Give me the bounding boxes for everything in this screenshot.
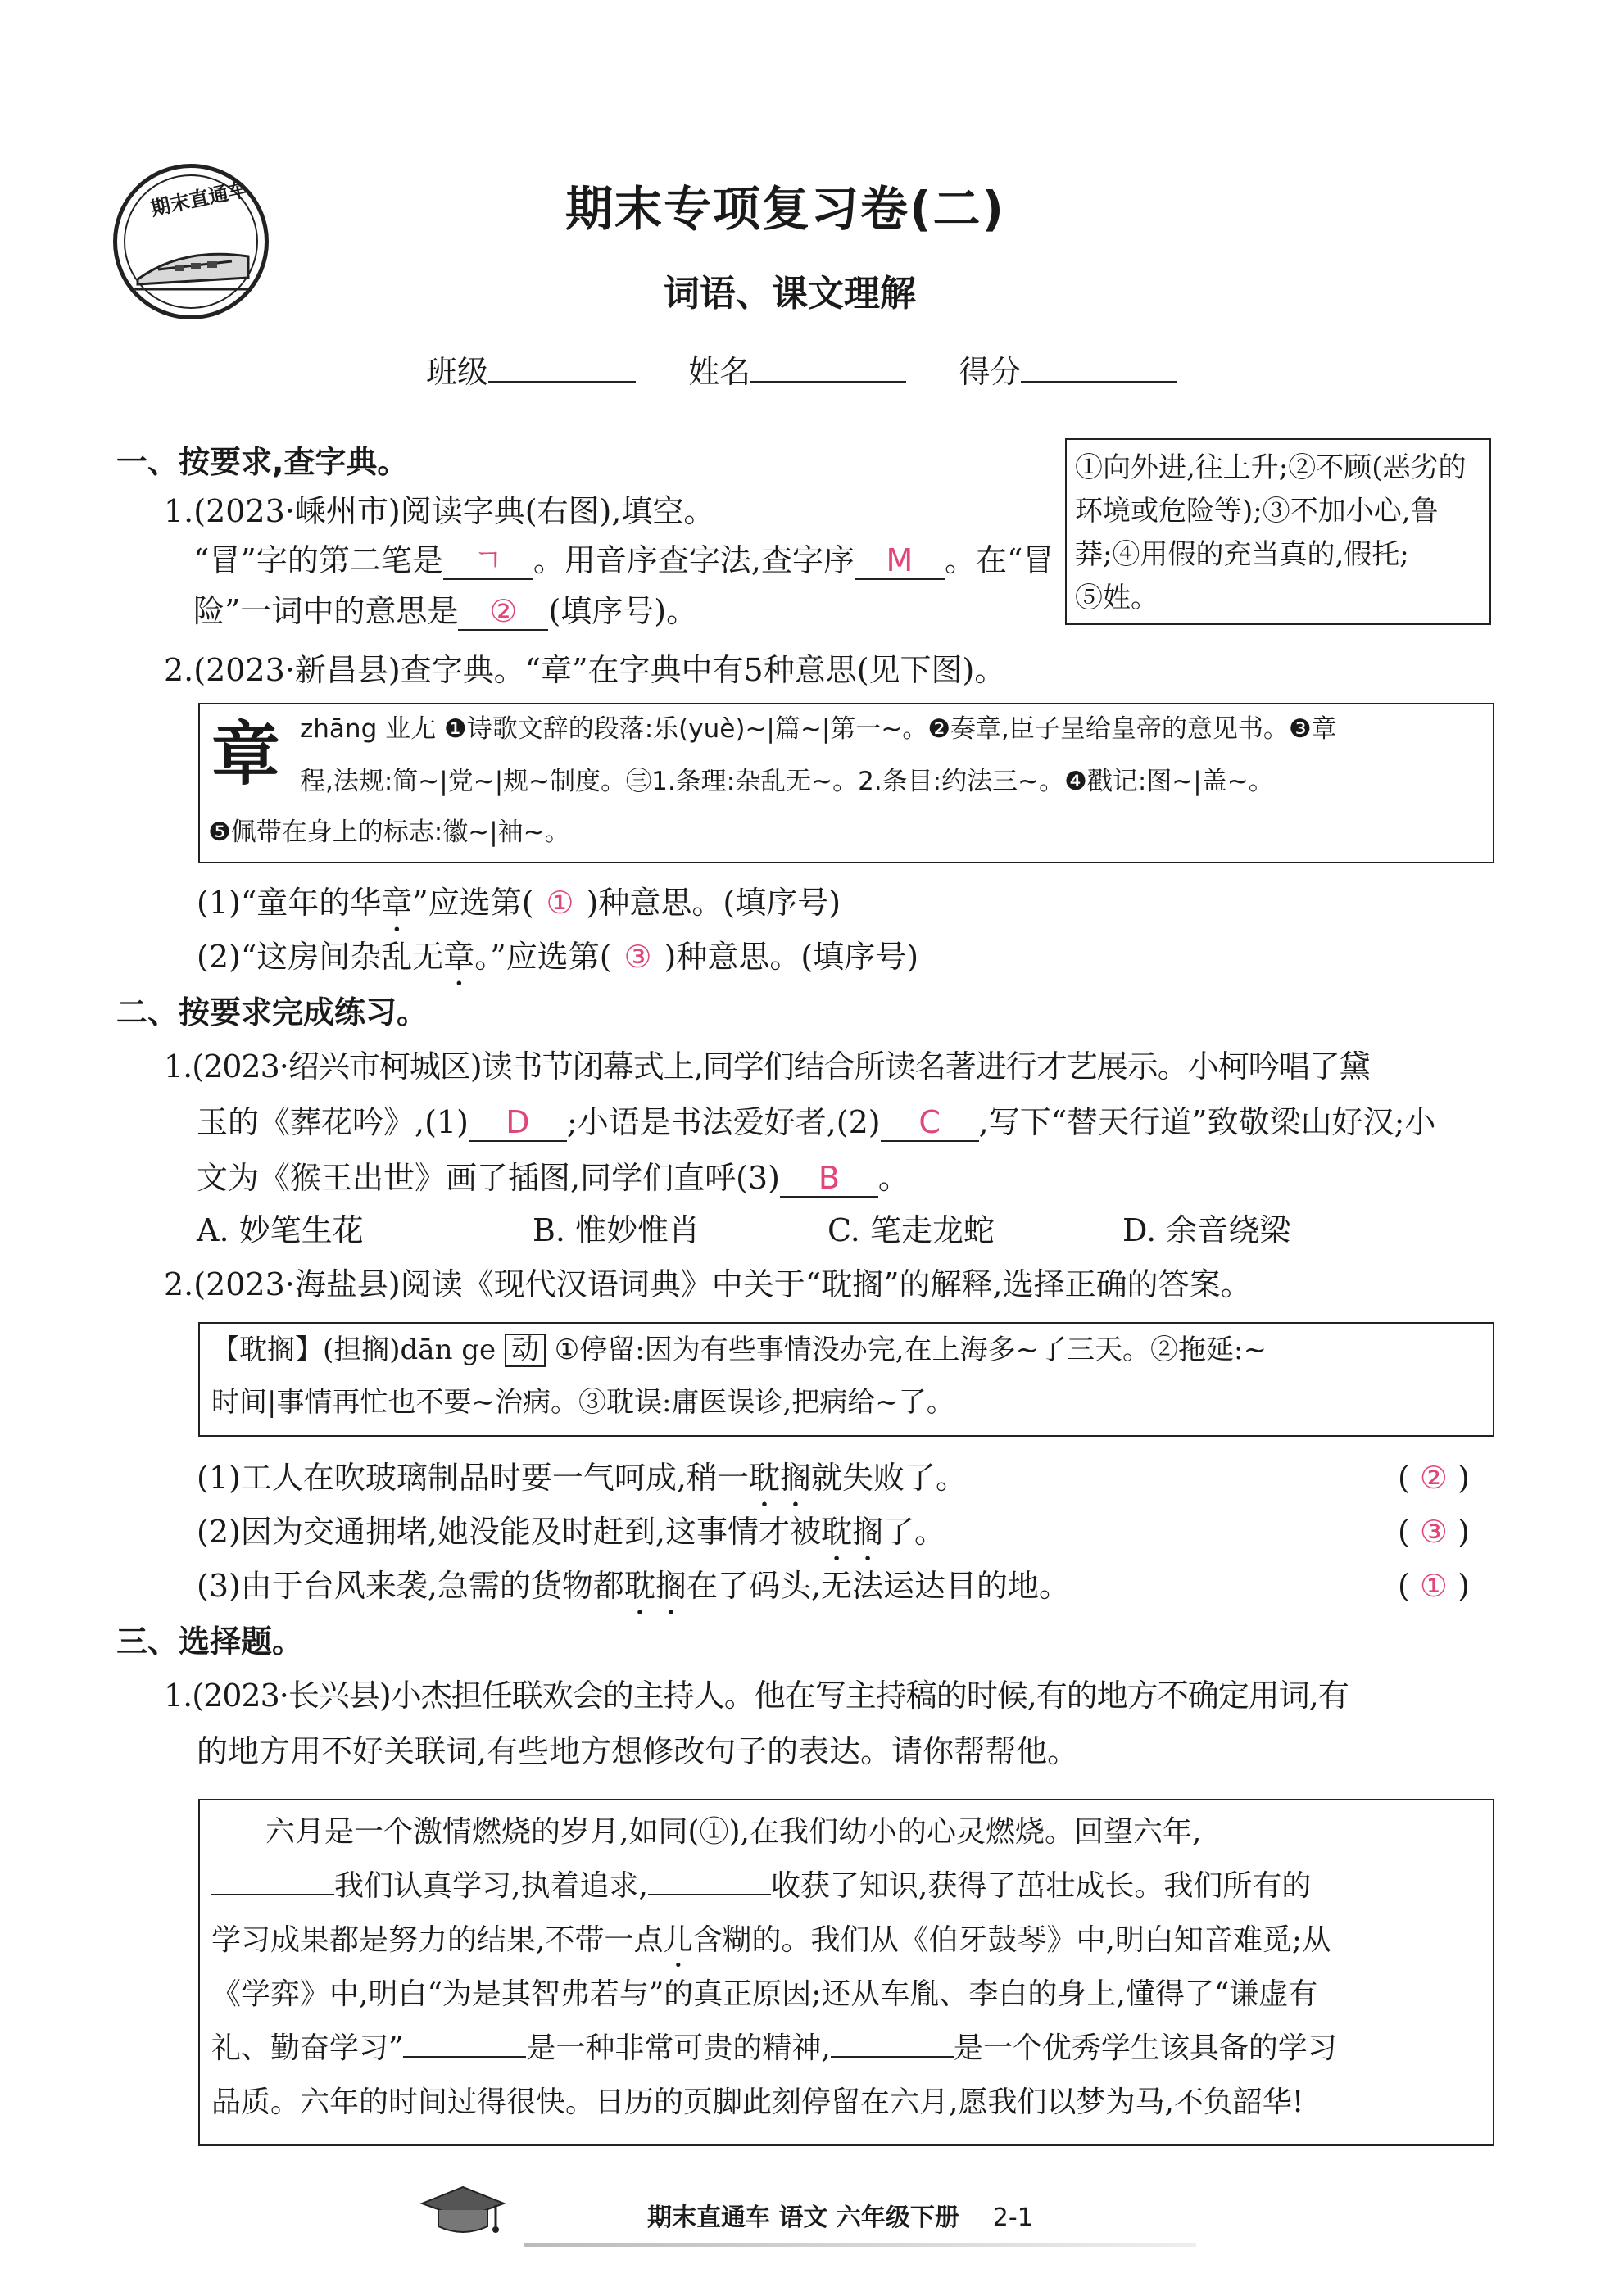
s2-q2-item: (1)工人在吹玻璃制品时要一气呵成,稍一耽搁就失败了。 [197, 1460, 967, 1496]
passage-line2: 我们认真学习,执着追求, 收获了知识,获得了茁壮成长。我们所有的 [211, 1859, 1311, 1913]
passage-blank[interactable] [831, 2031, 954, 2058]
name-label: 姓名 [688, 354, 751, 390]
answer-2[interactable]: C [881, 1106, 979, 1142]
s2-q2-answer[interactable]: ( ① ) [1398, 1568, 1470, 1604]
letter-answer[interactable]: M [855, 544, 945, 580]
s3-q1-line2: 的地方用不好关联词,有些地方想修改句子的表达。请你帮帮他。 [197, 1733, 1079, 1769]
passage-line4: 《学弈》中,明白“为是其智弗若与”的真正原因;还从车胤、李白的身上,懂得了“谦虚有 [211, 1977, 1318, 2011]
s2-q2-item: (2)因为交通拥堵,她没能及时赶到,这事情才被耽搁了。 [197, 1514, 946, 1550]
passage-blank[interactable] [403, 2031, 526, 2058]
zhang-def-line1: zhāng 业尢 ❶诗歌文辞的段落:乐(yuè)~|篇~|第一~。❷奏章,臣子呈给皇帝的意见书。❸章 [300, 714, 1337, 744]
dange-def-line2: 时间|事情再忙也不要~治病。③耽误:庸医误诊,把病给~了。 [211, 1386, 954, 1419]
passage-line1: 六月是一个激情燃烧的岁月,如同(①),在我们幼小的心灵燃烧。回望六年, [265, 1815, 1202, 1849]
passage-blank[interactable] [211, 1869, 334, 1895]
s1-q2-line1: 2.(2023·新昌县)查字典。“章”在字典中有5种意思(见下图)。 [164, 652, 1006, 688]
zhang-def-line2: 程,法规:简~|党~|规~制度。㊂1.条理:杂乱无~。2.条目:约法三~。❹戳记:图~|盖~。 [300, 767, 1274, 796]
s1-q1-line3: 险”一词中的意思是 ② (填序号)。 [193, 593, 698, 629]
class-label: 班级 [426, 354, 489, 390]
s2-q2-answer[interactable]: ( ③ ) [1398, 1514, 1470, 1550]
page-number: 2-1 [992, 2203, 1033, 2232]
option-d: D. 余音绕梁 [1122, 1212, 1291, 1248]
brand-logo [113, 164, 269, 319]
dange-def-line1: 【耽搁】(担搁)dān ge 动 ①停留:因为有些事情没办完,在上海多~了三天。②拖延:~ [211, 1334, 1267, 1366]
graduation-cap-icon [414, 2179, 512, 2244]
dictionary-box-dange [198, 1322, 1494, 1437]
class-field[interactable] [488, 356, 636, 383]
name-field[interactable] [750, 356, 906, 383]
passage-blank[interactable] [648, 1869, 771, 1895]
circled-marker: ① [699, 1815, 729, 1849]
score-label: 得分 [959, 354, 1022, 390]
dictionary-box-zhang [198, 703, 1494, 863]
mao-def-line: ⑤姓。 [1075, 582, 1158, 614]
zhang-def-line3: ❺佩带在身上的标志:徽~|袖~。 [208, 817, 570, 847]
pos-tag: 动 [505, 1334, 546, 1367]
score-field[interactable] [1021, 356, 1177, 383]
option-a: A. 妙笔生花 [197, 1212, 364, 1248]
option-b: B. 惟妙惟肖 [533, 1212, 700, 1248]
s1-q1-line1: 1.(2023·嵊州市)阅读字典(右图),填空。 [164, 493, 715, 529]
s1-q1-line2: “冒”字的第二笔是 ㄱ 。用音序查字法,查字序 M 。在“冒 [193, 542, 1054, 578]
sub2-answer[interactable]: ③ [623, 939, 652, 975]
footer-text: 期末直通车 语文 六年级下册 2-1 [647, 2203, 1033, 2232]
s2-q2-item: (3)由于台风来袭,急需的货物都耽搁在了码头,无法运达目的地。 [197, 1568, 1071, 1604]
s2-q2-answer[interactable]: ( ② ) [1398, 1460, 1470, 1496]
page-title: 期末专项复习卷(二) [565, 181, 1006, 237]
option-c: C. 笔走龙蛇 [827, 1212, 995, 1248]
answer-3[interactable]: B [780, 1162, 878, 1198]
s1-q2-sub1: (1)“童年的华章”应选第( ① )种意思。(填序号) [197, 883, 841, 939]
info-fields [426, 352, 1177, 392]
logo-text: 期末直通车 [148, 176, 250, 221]
section2-heading: 二、按要求完成练习。 [116, 994, 428, 1030]
s2-q1-line2: 玉的《葬花吟》,(1) D ;小语是书法爱好者,(2) C ,写下“替天行道”致敬梁山好汉;小 [197, 1104, 1436, 1140]
section3-heading: 三、选择题。 [116, 1624, 304, 1660]
stroke-answer[interactable]: ㄱ [443, 544, 533, 580]
mao-def-line: 莽;④用假的充当真的,假托; [1075, 538, 1409, 571]
s1-q2-sub2: (2)“这房间杂乱无章。”应选第( ③ )种意思。(填序号) [197, 937, 918, 993]
s2-q1-line3: 文为《猴王出世》画了插图,同学们直呼(3) B 。 [197, 1160, 909, 1196]
big-character: 章 [211, 713, 281, 795]
passage-box [198, 1799, 1494, 2146]
meaning-answer[interactable]: ② [458, 595, 548, 631]
page-subtitle: 词语、课文理解 [664, 273, 916, 315]
passage-line3: 学习成果都是努力的结果,不带一点儿含糊的。我们从《伯牙鼓琴》中,明白知音难觅;从 [211, 1923, 1332, 1957]
train-icon [134, 238, 256, 296]
s3-q1-line1: 1.(2023·长兴县)小杰担任联欢会的主持人。他在写主持稿的时候,有的地方不确定用词,有 [164, 1678, 1349, 1714]
section1-heading: 一、按要求,查字典。 [116, 444, 409, 480]
passage-line6: 品质。六年的时间过得很快。日历的页脚此刻停留在六月,愿我们以梦为马,不负韶华! [211, 2085, 1304, 2119]
answer-1[interactable]: D [469, 1106, 567, 1142]
dictionary-box-mao [1065, 438, 1491, 625]
sub1-answer[interactable]: ① [546, 885, 574, 921]
mao-def-line: ①向外进,往上升;②不顾(恶劣的 [1075, 451, 1467, 484]
footer-divider [524, 2243, 1196, 2247]
s2-q1-line1: 1.(2023·绍兴市柯城区)读书节闭幕式上,同学们结合所读名著进行才艺展示。小柯吟唱了黛 [164, 1048, 1370, 1085]
passage-line5: 礼、勤奋学习” 是一种非常可贵的精神, 是一个优秀学生该具备的学习 [211, 2031, 1337, 2065]
mao-def-line: 环境或危险等);③不加小心,鲁 [1075, 495, 1439, 528]
s2-q2-line1: 2.(2023·海盐县)阅读《现代汉语词典》中关于“耽搁”的解释,选择正确的答案。 [164, 1266, 1252, 1302]
